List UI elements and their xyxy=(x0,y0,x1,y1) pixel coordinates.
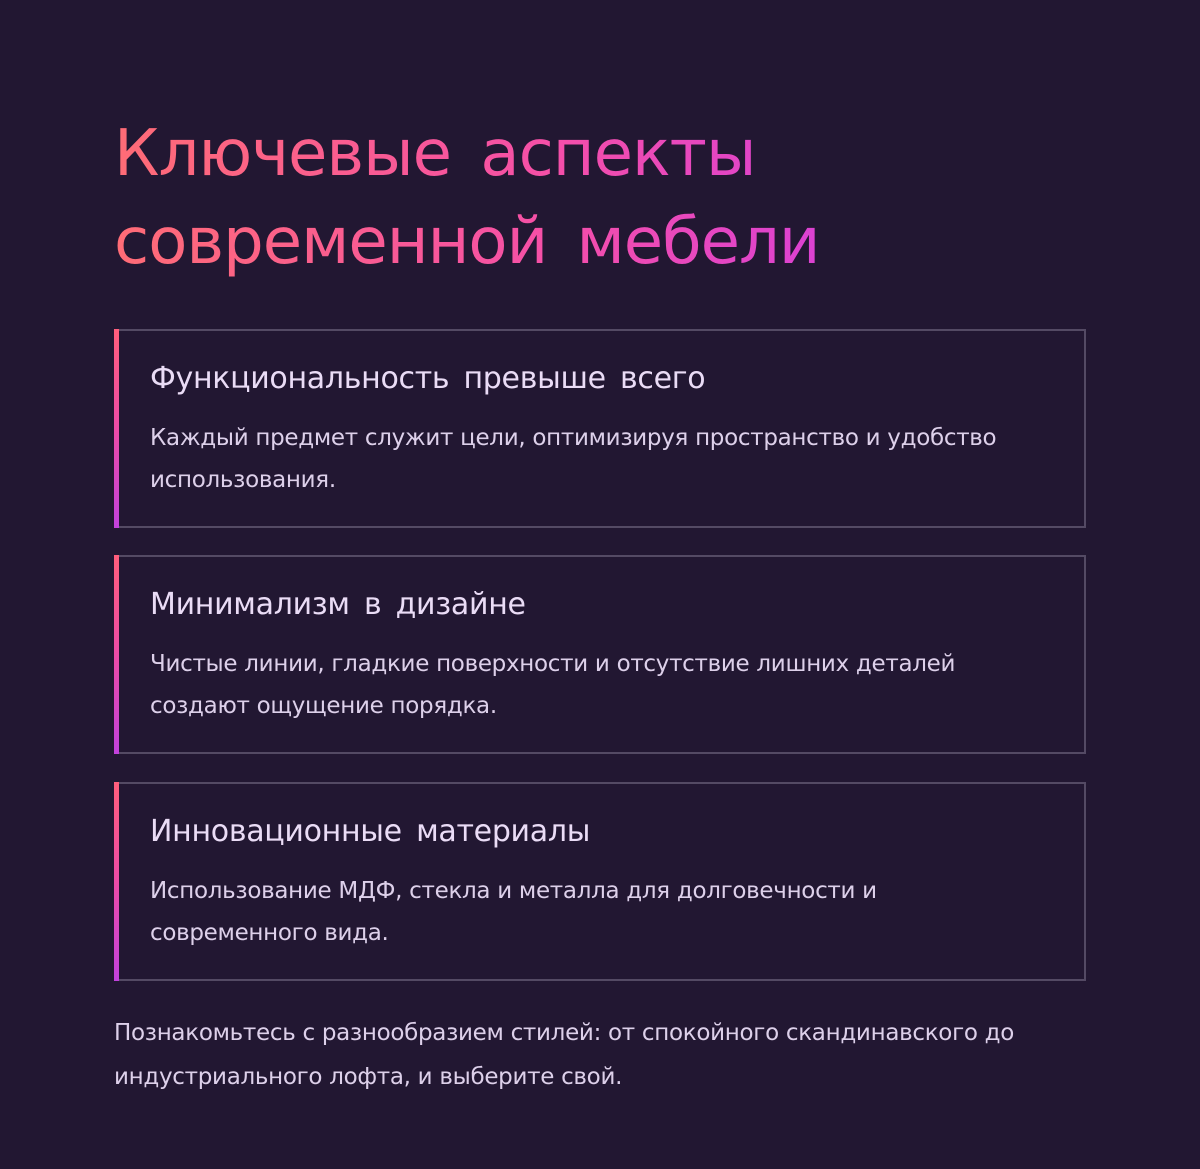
feature-card-functionality xyxy=(114,329,1086,528)
page-title-line-2: современной мебели xyxy=(114,205,820,279)
feature-card-text: Использование МДФ, стекла и металла для долговечности и современного вида. xyxy=(150,878,877,946)
page-title-line-1: Ключевые аспекты xyxy=(114,117,756,191)
feature-card-text: Каждый предмет служит цели, оптимизируя пространство и удобство использования. xyxy=(150,425,997,493)
feature-card-materials xyxy=(114,782,1086,981)
feature-card-heading: Функциональность превыше всего xyxy=(150,361,706,396)
feature-card-text: Чистые линии, гладкие поверхности и отсутствие лишних деталей создают ощущение порядка. xyxy=(150,651,956,719)
feature-card-minimalism xyxy=(114,555,1086,754)
feature-card-heading: Инновационные материалы xyxy=(150,814,591,849)
footer-paragraph: Познакомьтесь с разнообразием стилей: от спокойного скандинавского до индустриального лофта, и выберите свой. xyxy=(114,1020,1015,1090)
page-title xyxy=(114,110,1086,286)
feature-card-heading: Минимализм в дизайне xyxy=(150,587,526,622)
